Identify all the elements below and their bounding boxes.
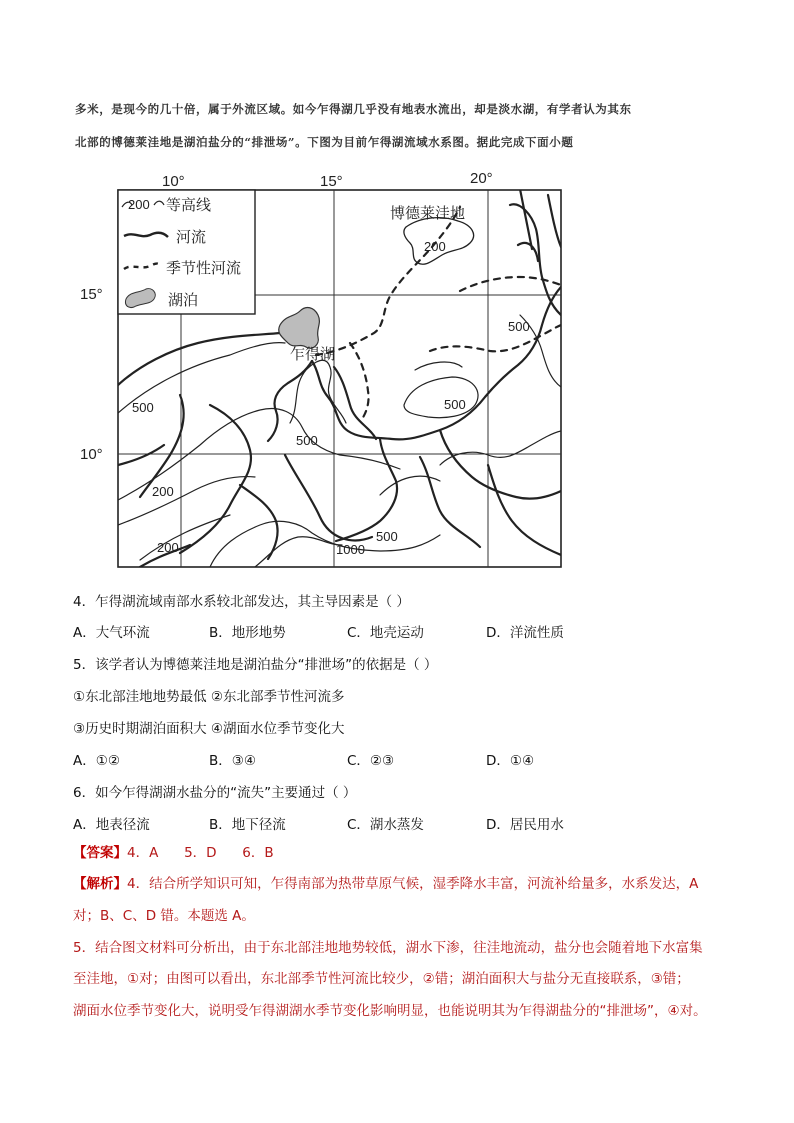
intro-line-2: 北部的博德莱洼地是湖泊盐分的“排泄场”。下图为目前乍得湖流域水系图。据此完成下面小题 (75, 135, 574, 149)
q4-option-d: D．洋流性质 (486, 625, 564, 641)
intro-line-1: 多米，是现今的几十倍，属于外流区域。如今乍得湖几乎没有地表水流出，却是淡水湖，有学者认为其东 (75, 102, 632, 116)
q5-statements-1: ①东北部洼地地势最低 ②东北部季节性河流多 (73, 689, 345, 705)
question-6-stem: 6．如今乍得湖湖水盐分的“流失”主要通过（ ） (73, 785, 357, 801)
legend-contour-value: 200 (128, 197, 150, 212)
legend-contour-label: 等高线 (166, 196, 212, 214)
q5-option-d: D．①④ (486, 753, 535, 769)
contour-label: 500 (132, 400, 154, 415)
contour-label: 200 (424, 239, 446, 254)
analysis-p4-line2: 对；B、C、D 错。本题选 A。 (73, 908, 255, 924)
q4-option-b: B．地形地势 (209, 625, 286, 641)
contour-label: 500 (444, 397, 466, 412)
contour-label: 500 (508, 319, 530, 334)
lat-label-15: 15° (80, 286, 103, 303)
place-bodele-depression: 博德莱洼地 (390, 204, 466, 222)
analysis-p5-line3: 湖面水位季节变化大，说明受乍得湖湖水季节变化影响明显，也能说明其为乍得湖盐分的“排泄场”，④对。 (73, 1003, 707, 1019)
lon-label-15: 15° (320, 173, 343, 190)
analysis-p4-line1: 4．结合所学知识可知，乍得南部为热带草原气候，湿季降水丰富，河流补给量多，水系发达，A (127, 876, 699, 892)
q5-option-c: C．②③ (347, 753, 395, 769)
legend-river-label: 河流 (176, 228, 207, 246)
contour-label: 500 (296, 433, 318, 448)
q4-option-a: A．大气环流 (73, 625, 150, 641)
answer-text: 4．A 5．D 6．B (127, 845, 274, 861)
contour-label: 1000 (336, 542, 365, 557)
q6-option-a: A．地表径流 (73, 817, 150, 833)
legend-seasonal-label: 季节性河流 (166, 259, 242, 277)
lake-chad-drainage-map (80, 165, 564, 569)
analysis-p5-line1: 5．结合图文材料可分析出，由于东北部洼地地势较低，湖水下渗，往洼地流动，盐分也会随着地下水富集 (73, 940, 703, 956)
analysis-tag: 【解析】 (73, 876, 127, 892)
answer-line (73, 843, 743, 864)
q6-option-c: C．湖水蒸发 (347, 817, 424, 833)
map-legend (118, 190, 255, 314)
question-5-stem: 5．该学者认为博德莱洼地是湖泊盐分“排泄场”的依据是（ ） (73, 657, 438, 673)
contour-label: 200 (157, 540, 179, 555)
legend-lake-label: 湖泊 (168, 291, 199, 309)
question-4-stem: 4．乍得湖流域南部水系较北部发达，其主导因素是（ ） (73, 594, 410, 610)
contour-label: 500 (376, 529, 398, 544)
answer-tag: 【答案】 (73, 845, 127, 861)
lat-label-10: 10° (80, 446, 103, 463)
place-lake-chad: 乍得湖 (290, 345, 336, 363)
q5-option-a: A．①② (73, 753, 120, 769)
q5-statements-2: ③历史时期湖泊面积大 ④湖面水位季节变化大 (73, 721, 345, 737)
analysis-p5-line2: 至洼地，①对；由图可以看出，东北部季节性河流比较少，②错；湖泊面积大与盐分无直接联系，③错； (73, 971, 690, 987)
q6-option-b: B．地下径流 (209, 817, 286, 833)
lake-chad (279, 308, 320, 349)
contour-label: 200 (152, 484, 174, 499)
q4-option-c: C．地壳运动 (347, 625, 424, 641)
lon-label-10: 10° (162, 173, 185, 190)
q5-option-b: B．③④ (209, 753, 256, 769)
analysis-line-1 (73, 874, 743, 895)
q6-option-d: D．居民用水 (486, 817, 564, 833)
lon-label-20: 20° (470, 170, 493, 187)
